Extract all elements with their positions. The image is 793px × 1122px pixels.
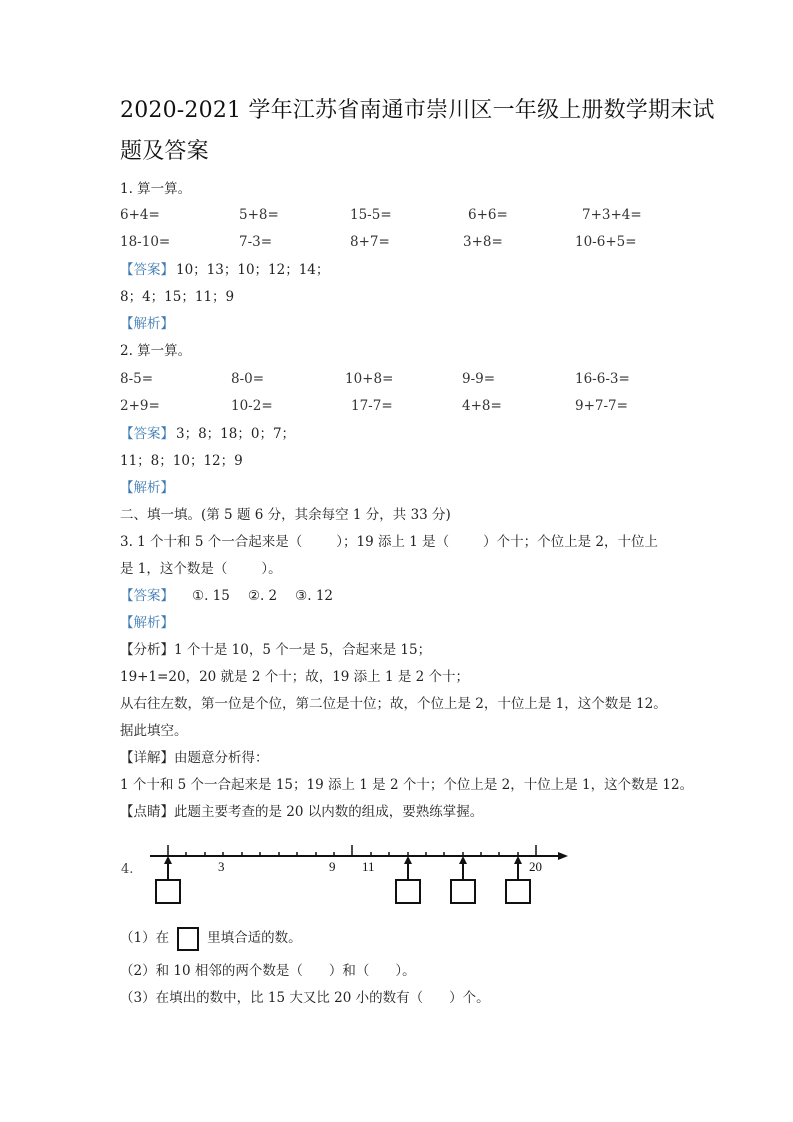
q4-sub1 xyxy=(120,925,302,951)
page-title-line1: 2020-2021 学年江苏省南通市崇川区一年级上册数学期末试 xyxy=(120,98,715,123)
q2-analysis-label: 【解析】 xyxy=(120,480,174,496)
q1-answer-line2: 8；4；15；11；9 xyxy=(120,289,235,305)
q2-expr: 16-6-3= xyxy=(575,371,630,387)
q3-fenxi-line3: 从右往左数，第一位是个位，第二位是十位；故，个位上是 2，十位上是 1，这个数是 12。 xyxy=(120,696,667,712)
pointer-16 xyxy=(451,856,475,903)
q2-expr: 17-7= xyxy=(351,398,393,414)
q4-sub1-text: （1）在 xyxy=(120,930,170,946)
dianjing-label: 【点睛】 xyxy=(120,804,174,820)
number-line-ticks xyxy=(168,845,536,856)
xiangjie-label: 【详解】 xyxy=(120,750,174,766)
answer-label: 【答案】 xyxy=(120,262,174,278)
tick-label-9: 9 xyxy=(329,859,336,874)
q1-expr: 6+4= xyxy=(120,207,160,223)
answer-label: 【答案】 xyxy=(120,588,174,604)
q3-text: ）。 xyxy=(261,561,282,577)
q1-expr: 8+7= xyxy=(350,234,390,250)
arrow-up-icon xyxy=(404,856,412,864)
q3-analysis-label: 【解析】 xyxy=(120,615,174,631)
q2-expr: 10-2= xyxy=(231,398,273,414)
tick-label-3: 3 xyxy=(218,859,225,874)
answer-box[interactable] xyxy=(396,880,420,903)
q1-expr: 18-10= xyxy=(120,234,171,250)
q3-fenxi-line4: 据此填空。 xyxy=(120,723,188,739)
q2-answer-line2: 11；8；10；12；9 xyxy=(120,453,243,469)
q2-expr: 8-0= xyxy=(231,371,265,387)
answer-box[interactable] xyxy=(156,880,180,903)
q4-sub2-text: （2）和 10 相邻的两个数是（ xyxy=(120,963,303,979)
answer-item: ③. 12 xyxy=(295,588,334,604)
q4-sub3 xyxy=(120,988,490,1008)
pointer-13 xyxy=(396,856,420,903)
q1-expr: 5+8= xyxy=(239,207,279,223)
q4-sub2-text: ）。 xyxy=(395,963,416,979)
arrow-right-icon xyxy=(558,852,568,860)
answer-values: 10；13；10；12；14； xyxy=(176,262,330,278)
fenxi-label: 【分析】 xyxy=(120,642,174,658)
arrow-up-icon xyxy=(164,856,172,864)
tick-label-11: 11 xyxy=(362,859,375,874)
dianjing-text: 此题主要考查的是 20 以内数的组成，要熟练掌握。 xyxy=(174,804,484,820)
q1-expr: 3+8= xyxy=(463,234,503,250)
q3-text: ）个十；个位上是 2，十位上 xyxy=(483,534,659,550)
number-line-labels xyxy=(218,859,542,874)
pointer-19 xyxy=(506,856,530,903)
q4-sub2-text: ）和（ xyxy=(328,963,370,979)
arrow-up-icon xyxy=(459,856,467,864)
tick-label-20: 20 xyxy=(529,859,542,874)
q4-sub1-text: 里填合适的数。 xyxy=(207,930,302,946)
q4-sub3-text: ）个。 xyxy=(449,990,490,1006)
q1-analysis-label: 【解析】 xyxy=(120,316,174,332)
q4-sub2 xyxy=(120,961,416,981)
fenxi-text: 1 个十是 10，5 个一是 5，合起来是 15； xyxy=(174,642,432,658)
answer-item: ①. 15 xyxy=(192,588,230,604)
q3-xiangjie-line2: 1 个十和 5 个一合起来是 15；19 添上 1 是 2 个十；个位上是 2，十位上是 1，这个数是 12。 xyxy=(120,777,694,793)
q2-expr: 9-9= xyxy=(462,371,496,387)
answer-item: ②. 2 xyxy=(247,588,278,604)
answer-box[interactable] xyxy=(506,880,530,903)
q3-fenxi-line2: 19+1=20，20 就是 2 个十；故，19 添上 1 是 2 个十； xyxy=(120,669,470,685)
answer-label: 【答案】 xyxy=(120,426,174,442)
arrow-up-icon xyxy=(514,856,522,864)
q2-expr: 8-5= xyxy=(120,371,154,387)
q3-text: 是 1，这个数是（ xyxy=(120,561,228,577)
q2-expr: 2+9= xyxy=(120,398,160,414)
xiangjie-text: 由题意分析得： xyxy=(174,750,269,766)
pointer-0 xyxy=(156,856,180,903)
answer-box[interactable] xyxy=(451,880,475,903)
answer-values: 3；8；18；0；7； xyxy=(176,426,296,442)
q1-heading: 1. 算一算。 xyxy=(120,181,192,197)
q4-sub3-text: （3）在填出的数中，比 15 大又比 20 小的数有（ xyxy=(120,990,424,1006)
q1-expr: 15-5= xyxy=(350,207,392,223)
q3-text: 3. 1 个十和 5 个一合起来是（ xyxy=(120,534,303,550)
section2-heading: 二、填一填。(第 5 题 6 分，其余每空 1 分，共 33 分) xyxy=(120,507,451,523)
number-line-axis xyxy=(150,852,568,860)
q1-expr: 10-6+5= xyxy=(575,234,637,250)
q2-heading: 2. 算一算。 xyxy=(120,343,192,359)
page-title-line2: 题及答案 xyxy=(120,139,209,164)
q3-text: ）；19 添上 1 是（ xyxy=(336,534,450,550)
q2-expr: 9+7-7= xyxy=(575,398,628,414)
q1-expr: 7+3+4= xyxy=(582,207,642,223)
q2-expr: 10+8= xyxy=(345,371,394,387)
q2-expr: 4+8= xyxy=(462,398,502,414)
q4-number: 4. xyxy=(121,862,134,877)
box-icon xyxy=(177,927,199,951)
q1-expr: 7-3= xyxy=(239,234,273,250)
q1-expr: 6+6= xyxy=(468,207,508,223)
